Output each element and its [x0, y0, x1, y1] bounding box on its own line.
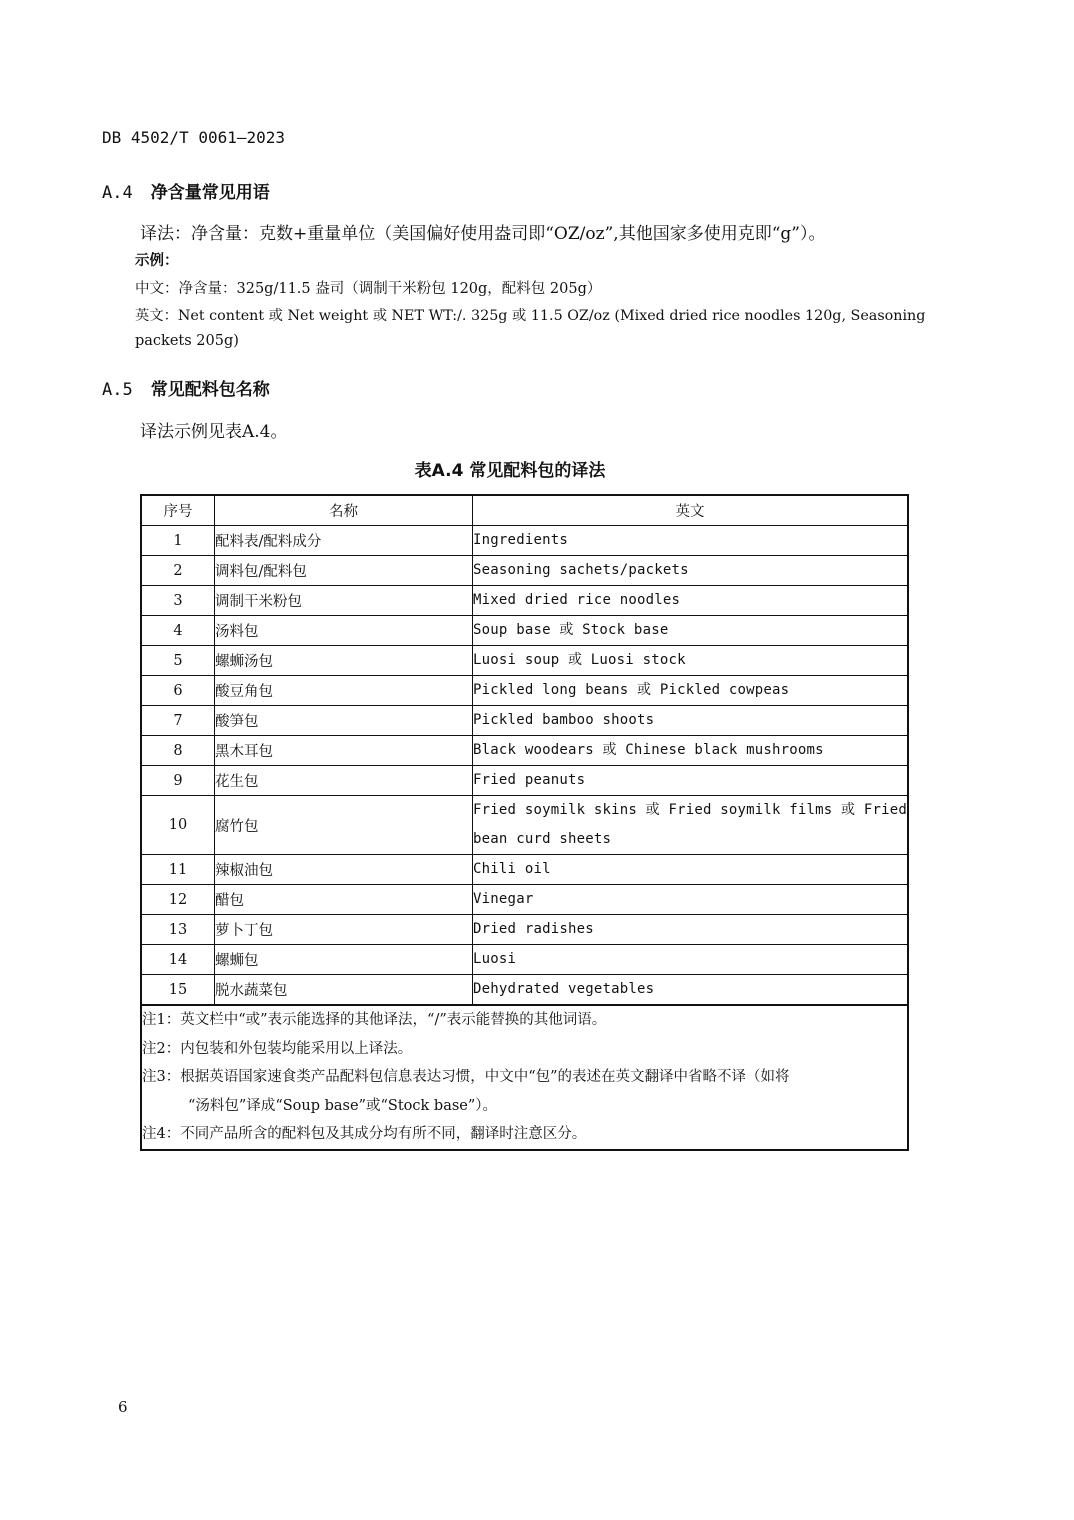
table-row: [141, 796, 908, 855]
example-english-line2: packets 205g): [135, 333, 239, 349]
table-header-row: [141, 495, 908, 526]
row-english: Vinegar: [473, 885, 908, 915]
row-name: 花生包: [215, 766, 473, 796]
row-name: 调制干米粉包: [215, 586, 473, 616]
row-index: 5: [141, 646, 215, 676]
row-english-line2: bean curd sheets: [473, 831, 612, 847]
row-index: 10: [141, 796, 215, 855]
row-english: [473, 796, 908, 855]
section-a5-heading: [102, 375, 270, 400]
row-english: Luosi: [473, 945, 908, 975]
table-row: [141, 885, 908, 915]
row-name: 腐竹包: [215, 796, 473, 855]
row-index: 4: [141, 616, 215, 646]
row-name: 配料表/配料成分: [215, 526, 473, 556]
row-name: 酸笋包: [215, 706, 473, 736]
example-english-line1: 英文：Net content 或 Net weight 或 NET WT:/. 325g 或 11.5 OZ/oz (Mixed dried rice noodles 120g, Seasoning: [135, 308, 926, 324]
row-index: 1: [141, 526, 215, 556]
row-name: 辣椒油包: [215, 855, 473, 885]
row-english: Luosi soup 或 Luosi stock: [473, 646, 908, 676]
section-a4-heading: [102, 178, 270, 203]
table-row: [141, 706, 908, 736]
row-english: Pickled bamboo shoots: [473, 706, 908, 736]
table-notes: [141, 1005, 908, 1150]
row-index: 12: [141, 885, 215, 915]
table-notes-row: [141, 1005, 908, 1150]
row-english: Ingredients: [473, 526, 908, 556]
table-row: [141, 616, 908, 646]
header-name: 名称: [215, 495, 473, 526]
table-row: [141, 586, 908, 616]
note-3-line2: “汤料包”译成“Soup base”或“Stock base”）。: [188, 1097, 498, 1114]
row-english: Pickled long beans 或 Pickled cowpeas: [473, 676, 908, 706]
row-name: 酸豆角包: [215, 676, 473, 706]
row-index: 3: [141, 586, 215, 616]
note-4: 注4：不同产品所含的配料包及其成分均有所不同，翻译时注意区分。: [142, 1126, 587, 1142]
row-english: Seasoning sachets/packets: [473, 556, 908, 586]
row-index: 15: [141, 975, 215, 1006]
note-3-line1: 注3：根据英语国家速食类产品配料包信息表达习惯，中文中“包”的表述在英文翻译中省略不译（如将: [142, 1069, 790, 1085]
table-row: [141, 676, 908, 706]
section-a5-number: A.5: [102, 380, 133, 400]
row-name: 调料包/配料包: [215, 556, 473, 586]
row-name: 萝卜丁包: [215, 915, 473, 945]
row-index: 11: [141, 855, 215, 885]
row-name: 螺蛳包: [215, 945, 473, 975]
row-english: Black woodears 或 Chinese black mushrooms: [473, 736, 908, 766]
row-index: 8: [141, 736, 215, 766]
row-english: Mixed dried rice noodles: [473, 586, 908, 616]
row-name: 汤料包: [215, 616, 473, 646]
row-name: 黑木耳包: [215, 736, 473, 766]
table-caption: 表A.4 常见配料包的译法: [414, 461, 606, 481]
row-english: Chili oil: [473, 855, 908, 885]
row-name: 醋包: [215, 885, 473, 915]
document-id: DB 4502/T 0061—2023: [102, 128, 286, 147]
table-row: [141, 556, 908, 586]
row-english: Fried peanuts: [473, 766, 908, 796]
row-index: 7: [141, 706, 215, 736]
example-chinese: 中文：净含量：325g/11.5 盎司（调制干米粉包 120g，配料包 205g）: [135, 281, 602, 297]
table-row: [141, 526, 908, 556]
table-row: [141, 855, 908, 885]
section-a4-rule: 译法：净含量：克数+重量单位（美国偏好使用盎司即“OZ/oz”,其他国家多使用克即“g”）。: [140, 224, 826, 244]
row-english: Soup base 或 Stock base: [473, 616, 908, 646]
row-index: 9: [141, 766, 215, 796]
row-index: 6: [141, 676, 215, 706]
section-a5-title: 常见配料包名称: [150, 380, 270, 400]
section-a4-number: A.4: [102, 183, 133, 203]
header-english: 英文: [473, 495, 908, 526]
row-name: 螺蛳汤包: [215, 646, 473, 676]
section-a4-title: 净含量常见用语: [150, 183, 270, 203]
table-row: [141, 736, 908, 766]
row-index: 14: [141, 945, 215, 975]
table-row: [141, 766, 908, 796]
note-2: 注2：内包装和外包装均能采用以上译法。: [142, 1040, 413, 1057]
row-name: 脱水蔬菜包: [215, 975, 473, 1006]
row-english: Dehydrated vegetables: [473, 975, 908, 1006]
example-label: 示例：: [135, 253, 179, 269]
row-english-line1: Fried soymilk skins 或 Fried soymilk films 或 Fried: [473, 802, 907, 818]
table-row: [141, 646, 908, 676]
page-number: 6: [118, 1398, 128, 1416]
table-row: [141, 945, 908, 975]
row-index: 13: [141, 915, 215, 945]
table-row: [141, 915, 908, 945]
seasoning-packet-table: [140, 494, 909, 1151]
row-index: 2: [141, 556, 215, 586]
row-english: Dried radishes: [473, 915, 908, 945]
section-a5-text: 译法示例见表A.4。: [140, 422, 288, 442]
table-row: [141, 975, 908, 1006]
header-index: 序号: [141, 495, 215, 526]
note-1: 注1：英文栏中“或”表示能选择的其他译法，“/”表示能替换的其他词语。: [142, 1012, 607, 1028]
